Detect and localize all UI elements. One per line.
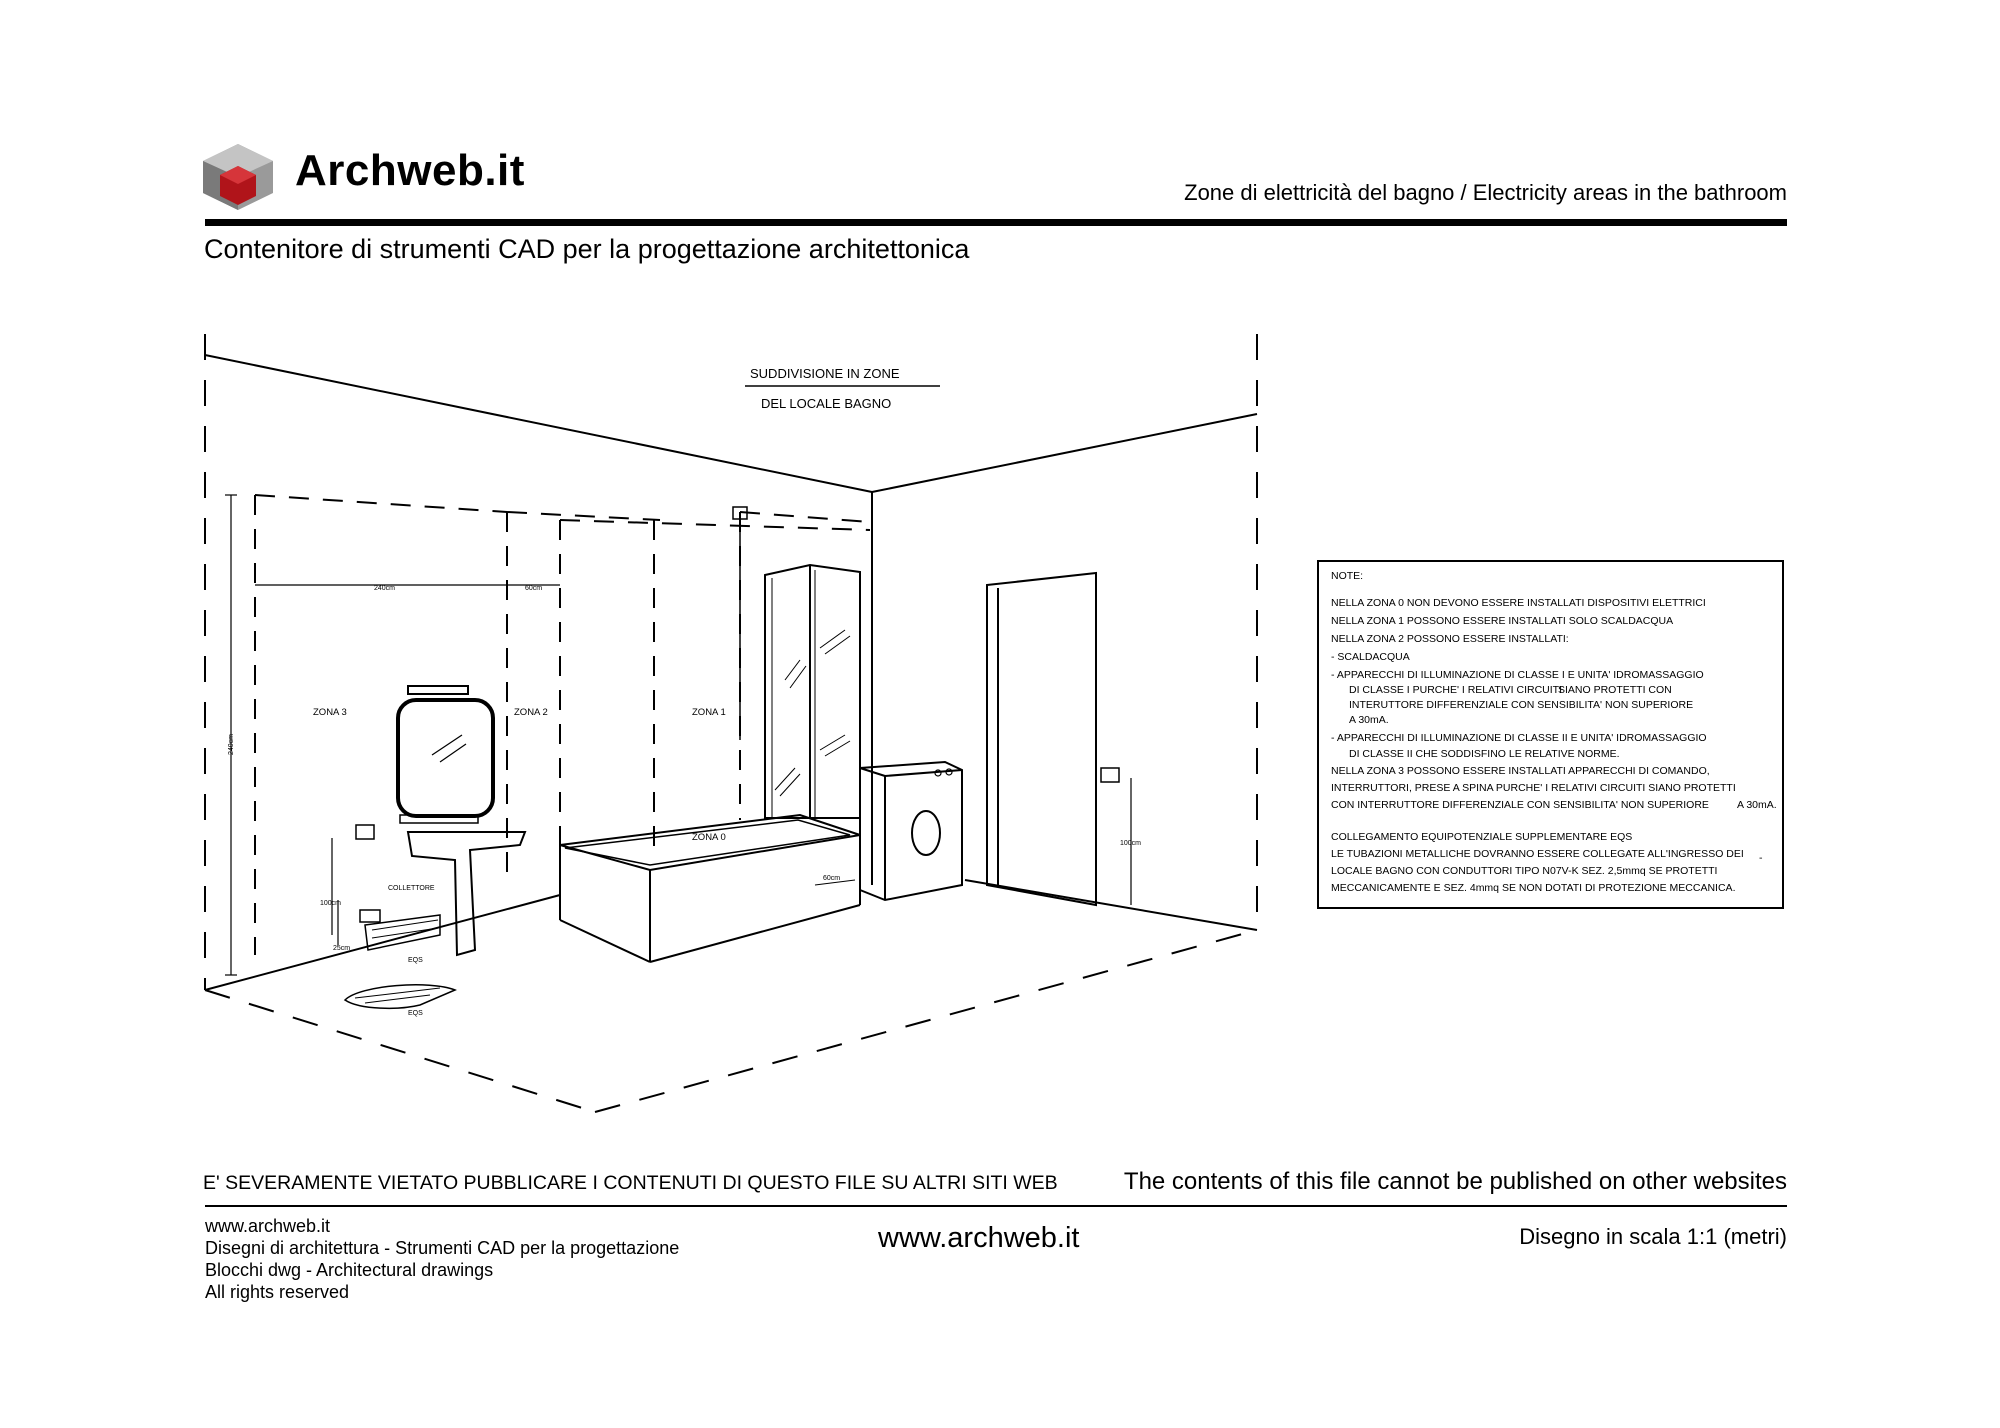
note-line: SIANO PROTETTI CON — [1558, 684, 1672, 696]
note-line: - SCALDACQUA — [1331, 651, 1410, 663]
note-line: MECCANICAMENTE E SEZ. 4mmq SE NON DOTATI DI PROTEZIONE MECCANICA. — [1331, 882, 1736, 894]
note-line: DI CLASSE II CHE SODDISFINO LE RELATIVE NORME. — [1349, 748, 1620, 760]
footer-divider — [205, 1205, 1787, 1207]
dim-100-right: 100cm — [1120, 840, 1142, 847]
note-line: INTERUTTORE DIFFERENZIALE CON SENSIBILITA' NON SUPERIORE — [1349, 699, 1694, 711]
note-line: A 30mA. — [1349, 714, 1389, 726]
drawing-heading-line1: SUDDIVISIONE IN ZONE — [750, 366, 900, 381]
footer-line: Blocchi dwg - Architectural drawings — [205, 1260, 494, 1280]
dim-240-vertical: 240cm — [228, 733, 235, 755]
note-line: - — [1759, 852, 1763, 864]
eqs-label-lower: EQS — [408, 1010, 423, 1017]
note-line: COLLEGAMENTO EQUIPOTENZIALE SUPPLEMENTARE EQS — [1331, 831, 1633, 843]
note-line: NELLA ZONA 0 NON DEVONO ESSERE INSTALLATI DISPOSITIVI ELETTRICI — [1331, 597, 1706, 609]
drawing-heading-line2: DEL LOCALE BAGNO — [761, 396, 892, 411]
subtitle: Contenitore di strumenti CAD per la progettazione architettonica — [204, 234, 970, 264]
note-line: NELLA ZONA 2 POSSONO ESSERE INSTALLATI: — [1331, 633, 1569, 645]
drawing-scale: Disegno in scala 1:1 (metri) — [1519, 1224, 1787, 1249]
dim-100-left: 100cm — [320, 900, 342, 907]
notes-box — [1317, 560, 1784, 909]
zone-boundaries — [255, 495, 870, 955]
note-line: NELLA ZONA 3 POSSONO ESSERE INSTALLATI APPARECCHI DI COMANDO, — [1331, 765, 1710, 777]
logo-text[interactable]: Archweb.it — [295, 146, 525, 195]
note-line: - APPARECCHI DI ILLUMINAZIONE DI CLASSE I E UNITA' IDROMASSAGGIO — [1331, 669, 1704, 681]
note-line: DI CLASSE I PURCHE' I RELATIVI CIRCUITI — [1349, 684, 1563, 696]
note-line: LE TUBAZIONI METALLICHE DOVRANNO ESSERE COLLEGATE ALL'INGRESSO DEI — [1331, 848, 1744, 860]
note-line: A 30mA. — [1737, 799, 1777, 811]
drawing-title: Zone di elettricità del bagno / Electricity areas in the bathroom — [1184, 180, 1787, 205]
room-outline — [205, 334, 1257, 1112]
zone2-label: ZONA 2 — [514, 707, 548, 718]
dim-60-bath: 60cm — [823, 875, 841, 882]
zone3-label: ZONA 3 — [313, 707, 347, 718]
footer-site-link[interactable]: www.archweb.it — [878, 1222, 1080, 1254]
dim-240-horizontal: 240cm — [374, 585, 396, 592]
footer-line: All rights reserved — [205, 1282, 350, 1302]
notes-title: NOTE: — [1331, 570, 1364, 582]
note-line: - APPARECCHI DI ILLUMINAZIONE DI CLASSE II E UNITA' IDROMASSAGGIO — [1331, 732, 1707, 744]
collettore-label: COLLETTORE — [388, 885, 435, 892]
zone1-label: ZONA 1 — [692, 707, 726, 718]
eqs-label-upper: EQS — [408, 957, 423, 964]
copyright-warning-en: The contents of this file cannot be published on other websites — [1123, 1168, 1787, 1195]
dim-25: 25cm — [333, 945, 351, 952]
footer-link[interactable]: www.archweb.it — [205, 1216, 331, 1236]
note-line: NELLA ZONA 1 POSSONO ESSERE INSTALLATI SOLO SCALDACQUA — [1331, 615, 1674, 627]
note-line: LOCALE BAGNO CON CONDUTTORI TIPO N07V-K SEZ. 2,5mmq SE PROTETTI — [1331, 865, 1718, 877]
note-line: INTERRUTTORI, PRESE A SPINA PURCHE' I RELATIVI CIRCUITI SIANO PROTETTI — [1331, 782, 1736, 794]
copyright-warning-it: E' SEVERAMENTE VIETATO PUBBLICARE I CONTENUTI DI QUESTO FILE SU ALTRI SITI WEB — [203, 1172, 1058, 1194]
zone0-label: ZONA 0 — [692, 832, 726, 843]
footer-line: Disegni di architettura - Strumenti CAD per la progettazione — [205, 1238, 680, 1258]
note-line: CON INTERRUTTORE DIFFERENZIALE CON SENSIBILITA' NON SUPERIORE — [1331, 799, 1709, 811]
dim-60: 60cm — [525, 585, 543, 592]
